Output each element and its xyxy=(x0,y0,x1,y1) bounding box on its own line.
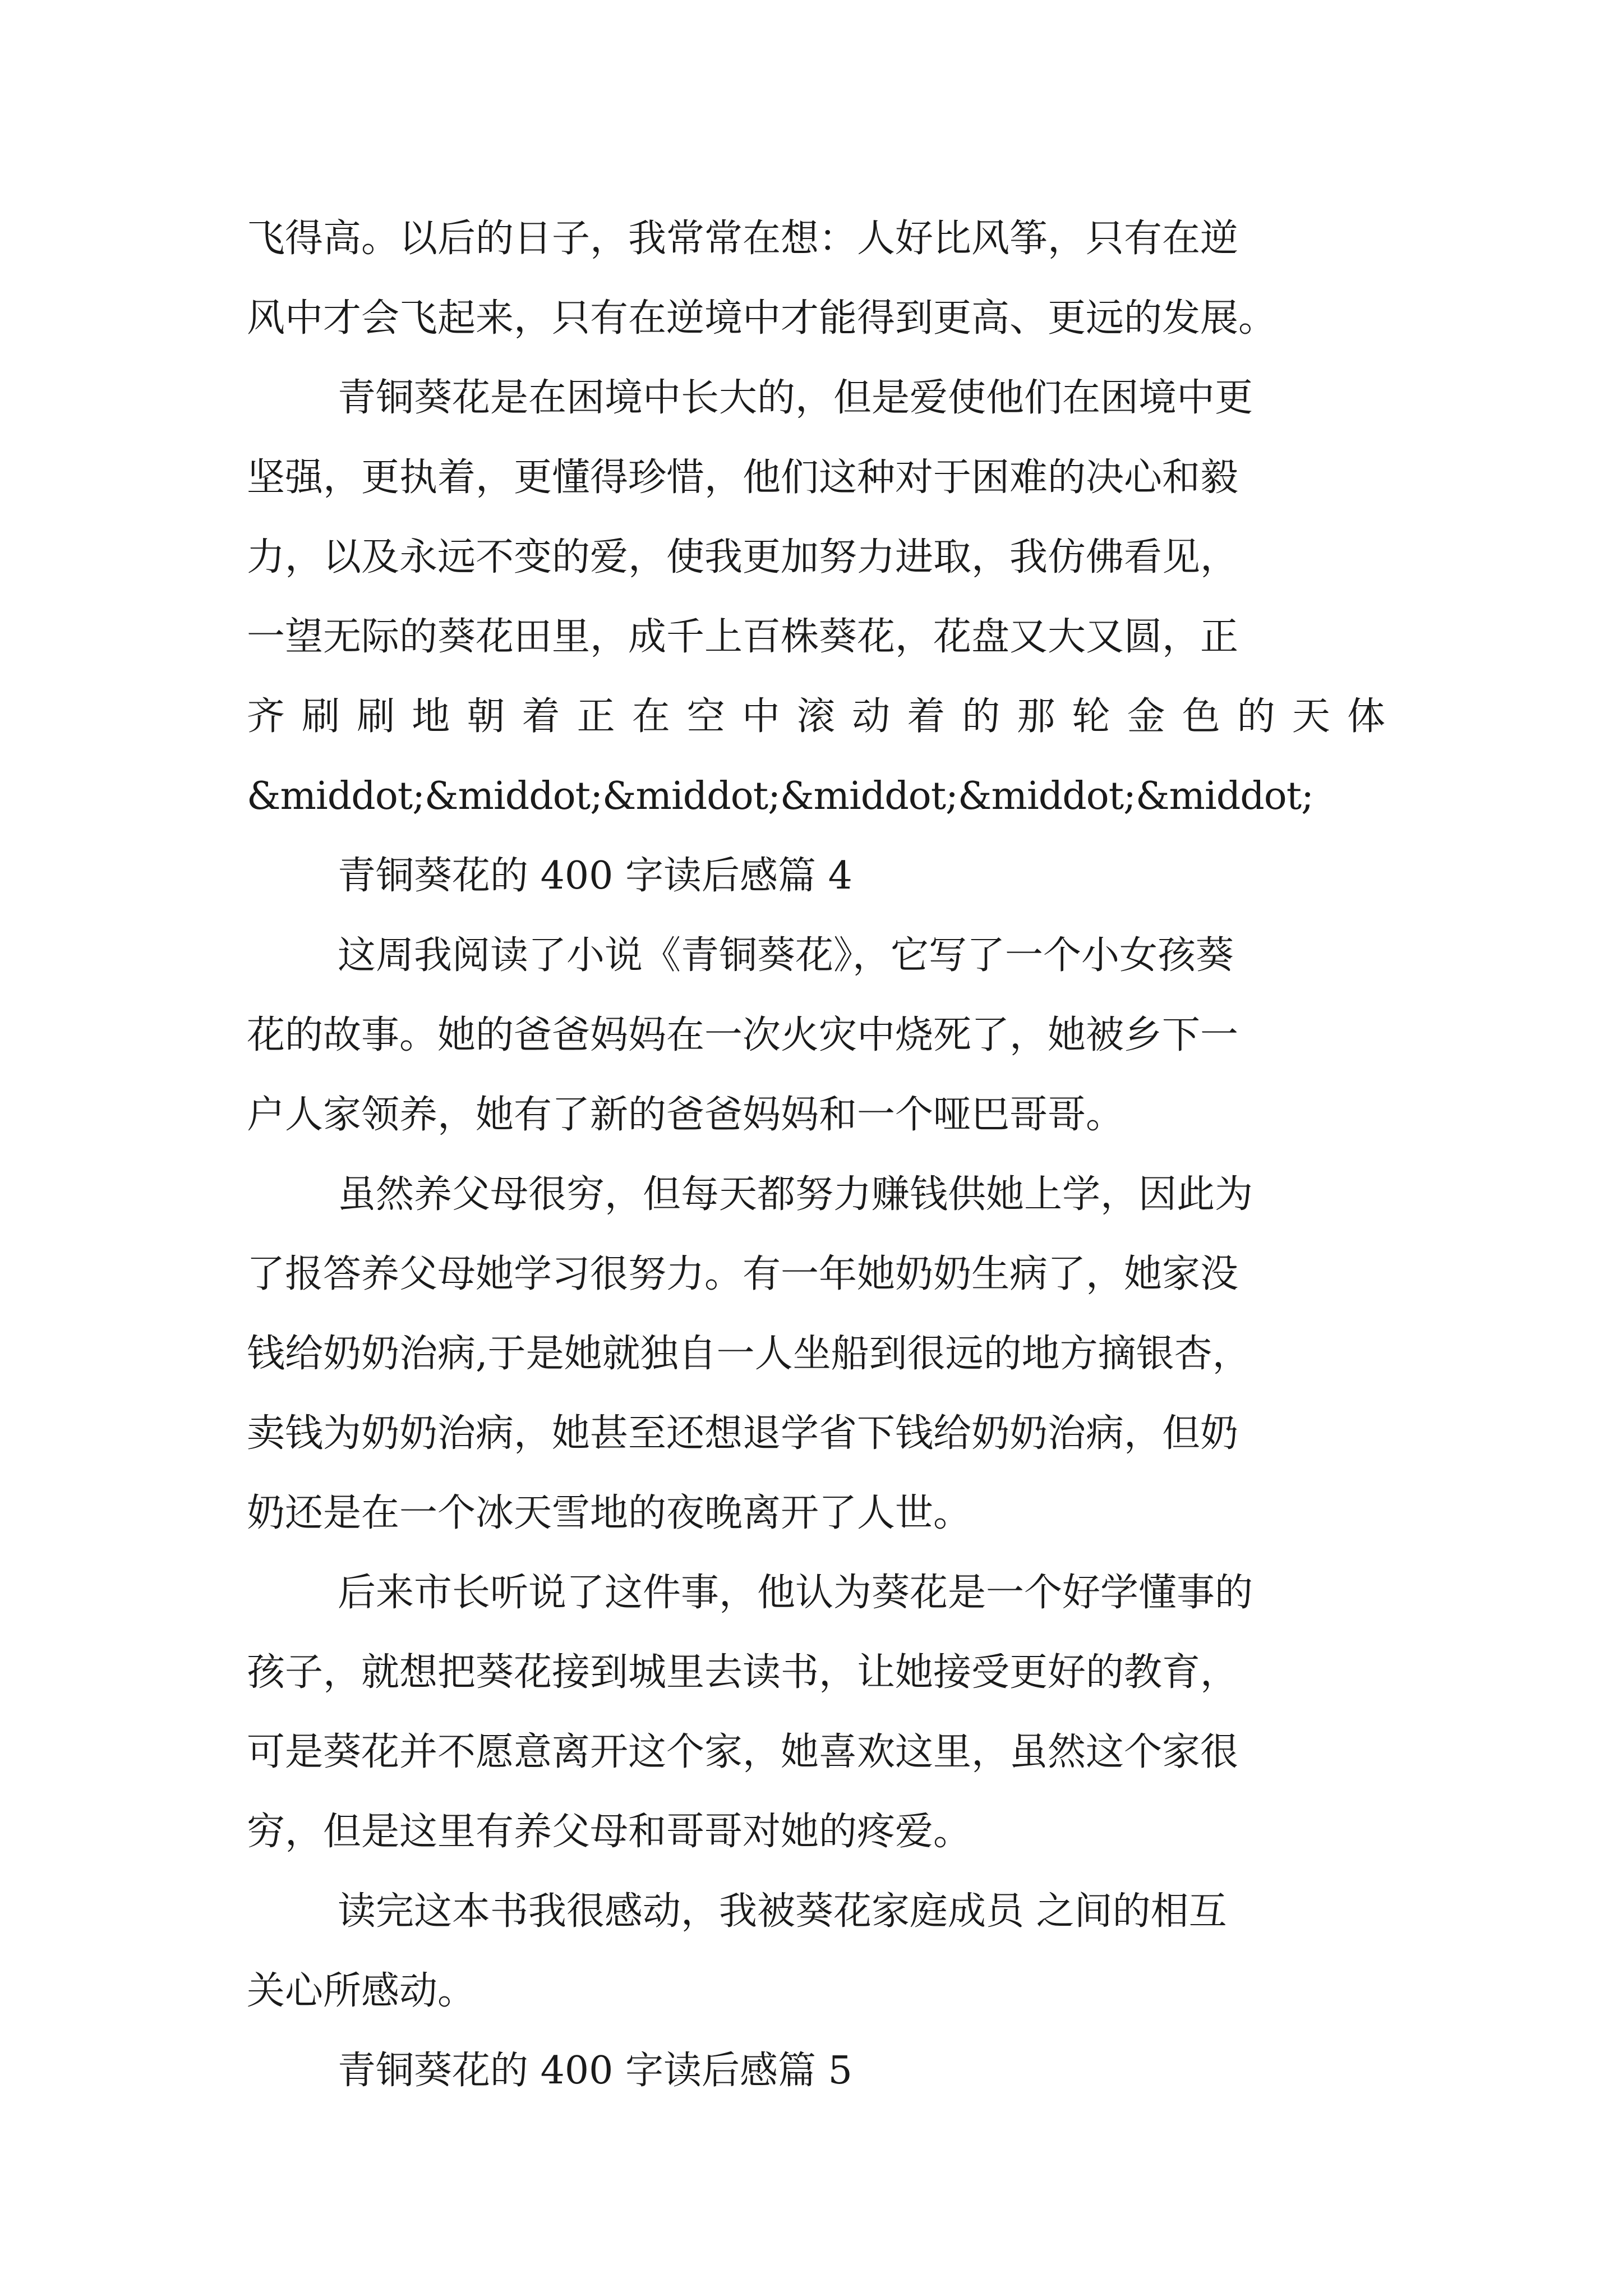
paragraph-line: 关心所感动。 xyxy=(247,1969,476,2013)
paragraph-line: 卖钱为奶奶治病，她甚至还想退学省下钱给奶奶治病，但奶 xyxy=(247,1411,1239,1456)
paragraph-line: 这周我阅读了小说《青铜葵花》，它写了一个小女孩葵 xyxy=(338,933,1234,978)
paragraph-line: 户人家领养，她有了新的爸爸妈妈和一个哑巴哥哥。 xyxy=(247,1093,1124,1137)
paragraph-line: 读完这本书我很感动，我被葵花家庭成员 之间的相互 xyxy=(338,1889,1227,1934)
paragraph-line: 奶还是在一个冰天雪地的夜晚离开了人世。 xyxy=(247,1491,972,1535)
ellipsis-entity-line: &middot;&middot;&middot;&middot;&middot;&middot; xyxy=(247,774,1313,818)
paragraph-line: 穷，但是这里有养父母和哥哥对她的疼爱。 xyxy=(247,1810,972,1854)
paragraph-line: 了报答养父母她学习很努力。有一年她奶奶生病了，她家没 xyxy=(247,1252,1239,1296)
paragraph-line: 飞得高。以后的日子，我常常在想：人好比风筝，只有在逆 xyxy=(247,217,1239,261)
paragraph-line: 后来市长听说了这件事，他认为葵花是一个好学懂事的 xyxy=(338,1571,1253,1615)
paragraph-line: 虽然养父母很穷，但每天都努力赚钱供她上学，因此为 xyxy=(338,1172,1253,1217)
paragraph-line: 风中才会飞起来，只有在逆境中才能得到更高、更远的发展。 xyxy=(247,296,1277,341)
essay-body xyxy=(247,199,1385,2111)
paragraph-line: 青铜葵花是在困境中长大的，但是爱使他们在困境中更 xyxy=(338,376,1253,420)
paragraph-line: 可是葵花并不愿意离开这个家，她喜欢这里，虽然这个家很 xyxy=(247,1730,1239,1774)
paragraph-line: 齐刷刷地朝着正在空中滚动着的那轮金色的天体 xyxy=(247,694,1385,739)
paragraph-line: 坚强，更执着，更懂得珍惜，他们这种对于困难的决心和毅 xyxy=(247,455,1239,500)
paragraph-line: 钱给奶奶治病,于是她就独自一人坐船到很远的地方摘银杏， xyxy=(247,1332,1251,1376)
section-heading: 青铜葵花的 400 字读后感篇 4 xyxy=(338,854,852,898)
paragraph-line: 力，以及永远不变的爱，使我更加努力进取，我仿佛看见， xyxy=(247,535,1239,579)
paragraph-line: 孩子，就想把葵花接到城里去读书，让她接受更好的教育， xyxy=(247,1650,1239,1695)
section-heading: 青铜葵花的 400 字读后感篇 5 xyxy=(338,2049,852,2093)
paragraph-line: 花的故事。她的爸爸妈妈在一次火灾中烧死了，她被乡下一 xyxy=(247,1013,1239,1057)
paragraph-line: 一望无际的葵花田里，成千上百株葵花，花盘又大又圆，正 xyxy=(247,615,1239,659)
